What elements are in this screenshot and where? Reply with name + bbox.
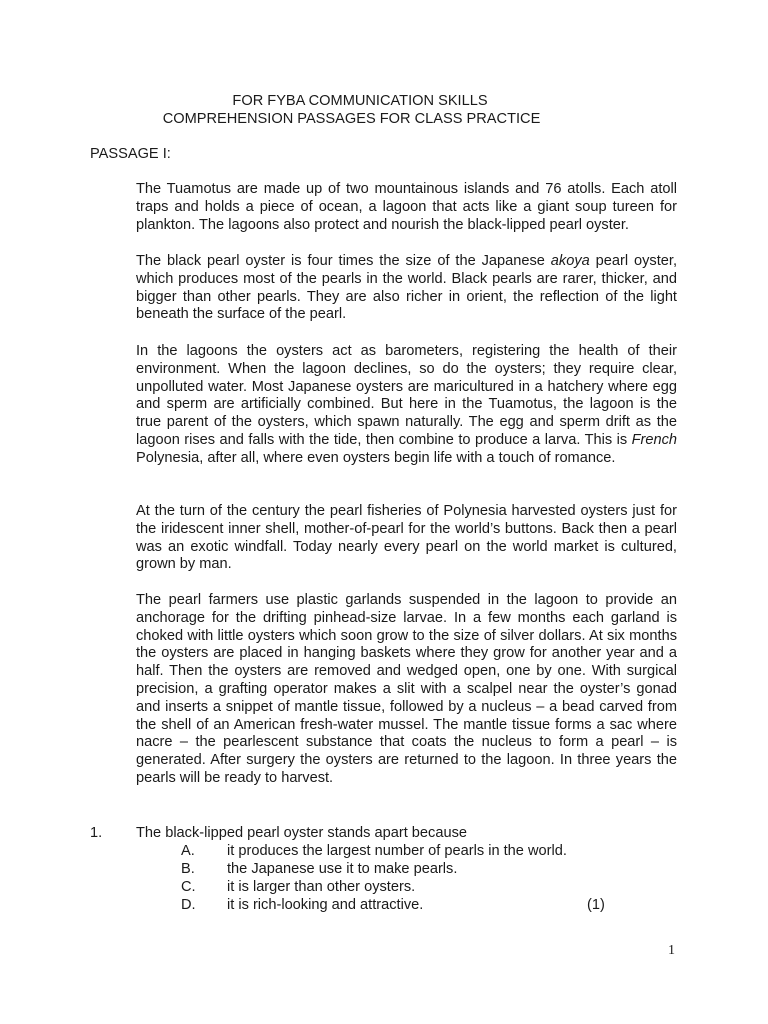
option-text: the Japanese use it to make pearls. [227,861,458,877]
option-text: it produces the largest number of pearls in the world. [227,843,567,859]
passage-label: PASSAGE I: [90,146,171,162]
paragraph-2-text-a: The black pearl oyster is four times the size of the Japanese [136,253,551,269]
paragraph-4: At the turn of the century the pearl fisheries of Polynesia harvested oysters just for the iridescent inner shell, mother-of-pearl for the world’s buttons. Back then a pearl was an exotic windfall. Today nearly every pearl on the world market is cultured, grown by man. [136,503,677,573]
header-line-2: COMPREHENSION PASSAGES FOR CLASS PRACTICE [162,111,541,127]
paragraph-3-italic: French [631,431,677,448]
option-letter: A. [181,843,195,859]
question-stem: The black-lipped pearl oyster stands apart because [136,825,467,841]
option-c [181,879,415,897]
question-marks: (1) [587,897,605,913]
paragraph-1: The Tuamotus are made up of two mountainous islands and 76 atolls. Each atoll traps and holds a piece of ocean, a lagoon that acts like a giant soup tureen for plankton. The lagoons also protect and nourish the black-lipped pearl oyster. [136,181,677,233]
paragraph-3-text-a: In the lagoons the oysters act as barometers, registering the health of their environment. When the lagoon declines, so do the oysters; they require clear, unpolluted water. Most Japanese oysters are maricultured in a hatchery where egg and sperm are artificially combined. But here in the Tuamotus, the lagoon is the true parent of the oysters, which spawn naturally. The egg and sperm drift as the lagoon rises and falls with the tide, then combine to produce a larva. This is [136,343,677,448]
paragraph-3 [136,343,677,468]
paragraph-2-italic: akoya [550,253,590,269]
option-a [181,843,567,861]
option-letter: B. [181,861,195,877]
option-letter: D. [181,897,196,913]
option-text: it is larger than other oysters. [227,879,416,895]
option-d [181,897,423,915]
paragraph-3-text-b: Polynesia, after all, where even oysters begin life with a touch of romance. [136,449,616,466]
question-number: 1. [90,825,103,841]
option-letter: C. [181,879,196,895]
option-b [181,861,457,879]
option-text: it is rich-looking and attractive. [227,897,424,913]
paragraph-2 [136,253,677,324]
header-line-1: FOR FYBA COMMUNICATION SKILLS [232,93,488,109]
paragraph-5: The pearl farmers use plastic garlands suspended in the lagoon to provide an anchorage for the drifting pinhead-size larvae. In a few months each garland is choked with little oysters which soon grow to the size of silver dollars. At six months the oysters are placed in hanging baskets where they grow for another year and a half. Then the oysters are removed and wedged open, one by one. With surgical precision, a grafting operator makes a slit with a scalpel near the oyster’s gonad and inserts a snippet of mantle tissue, followed by a nucleus – a bead carved from the shell of an American fresh-water mussel. The mantle tissue forms a sac where nacre – the pearlescent substance that coats the nucleus to form a pearl – is generated. After surgery the oysters are returned to the lagoon. In three years the pearls will be ready to harvest. [136,592,677,786]
page-number: 1 [668,943,675,958]
paragraph-2-text-b: pearl oyster, which produces most of the pearls in the world. Black pearls are rarer, thicker, and bigger than other pearls. They are also richer in orient, the reflection of the light beneath the surface of the pearl. [136,253,677,323]
